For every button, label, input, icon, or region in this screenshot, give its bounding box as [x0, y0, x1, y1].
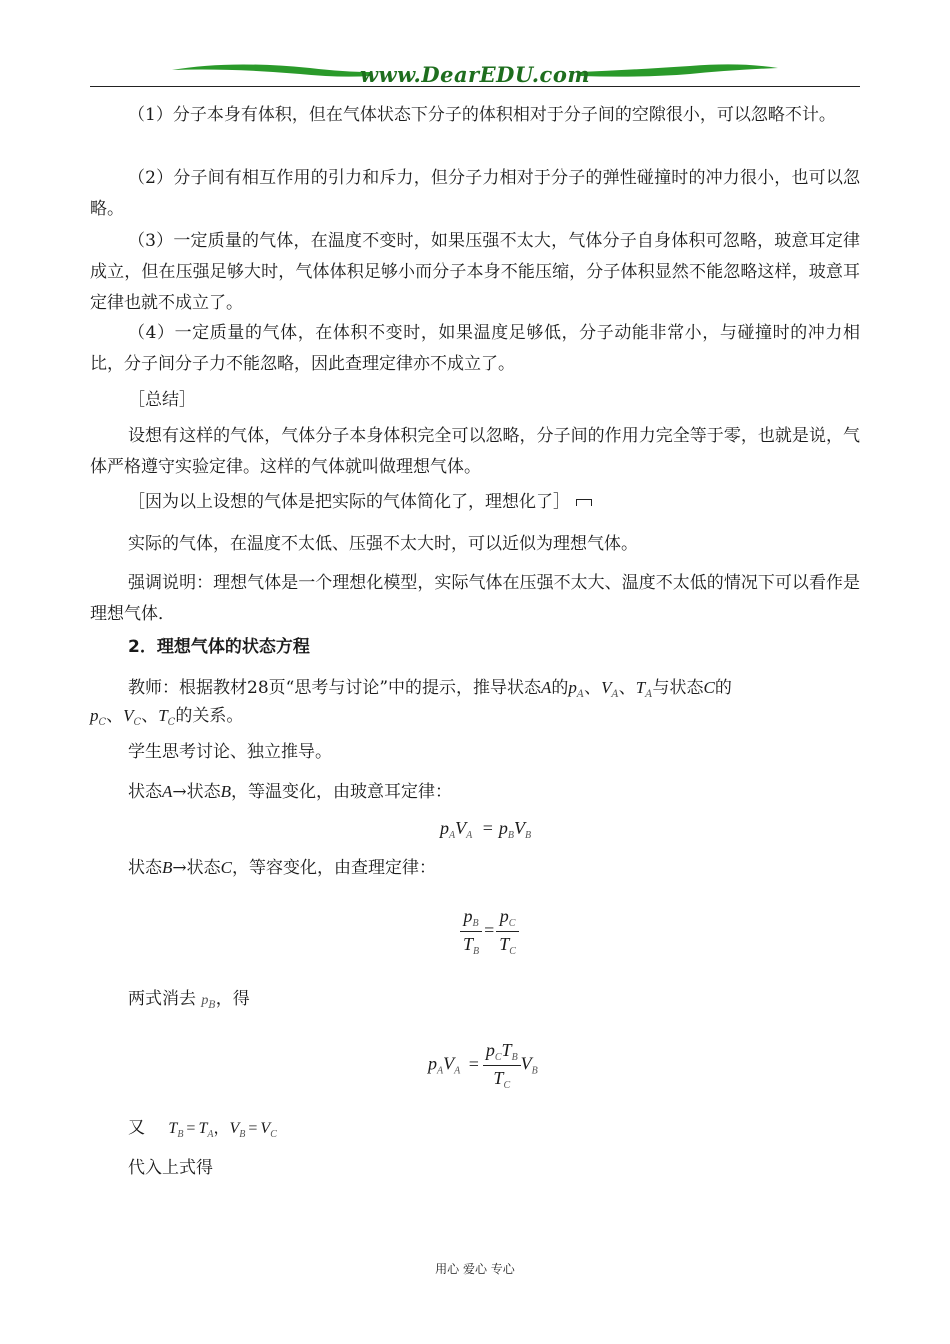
sub-C: C	[133, 717, 142, 728]
teacher-text-e: 的关系。	[175, 706, 244, 726]
eliminate-text: 两式消去	[128, 989, 196, 1009]
teacher-line-2	[90, 704, 243, 735]
sub-C: C	[167, 717, 176, 728]
eq-sub: B	[473, 946, 480, 957]
isochoric-text: ，等容变化，由查理定律：	[231, 858, 436, 878]
eliminate-line	[128, 987, 250, 1018]
site-logo	[170, 56, 780, 88]
eq-T: T	[501, 1040, 512, 1060]
eq-equals: =	[186, 1120, 196, 1137]
eq-V: V	[520, 1053, 532, 1074]
eq-V: V	[455, 818, 467, 838]
bracket-note	[128, 490, 592, 514]
eq-T: T	[463, 934, 474, 954]
bracket-mark-glyph	[576, 499, 592, 506]
state-bc-line	[128, 856, 436, 880]
symbol-V: V	[601, 678, 612, 697]
isothermal-text: ，等温变化，由玻意耳定律：	[231, 782, 453, 802]
eq-V: V	[443, 1053, 455, 1074]
eq-sub: A	[454, 1065, 461, 1077]
sub-A: A	[576, 689, 585, 700]
state-text: 状态	[128, 782, 162, 802]
eq-T: T	[493, 1068, 504, 1088]
eq-sub: B	[507, 830, 514, 841]
eq-sub: B	[524, 830, 532, 841]
logo-text: www.DearEDU.com	[359, 62, 591, 87]
fraction-pb-tb	[460, 906, 482, 957]
symbol-p: p	[90, 706, 99, 725]
eq-V: V	[513, 818, 525, 838]
eq-equals: =	[248, 1120, 258, 1137]
eq-sub: C	[503, 1080, 511, 1091]
symbol-B: B	[162, 858, 173, 877]
symbol-A: A	[541, 678, 552, 697]
substitute-line: 代入上式得	[128, 1158, 213, 1178]
eq-comma: ，	[213, 1118, 230, 1137]
sub-A: A	[611, 689, 619, 700]
eq-sub: B	[239, 1129, 246, 1140]
arrow-state-text: →状态	[172, 782, 221, 802]
symbol-T: T	[158, 706, 168, 725]
eq-equals: =	[482, 818, 493, 838]
summary-label: ［总结］	[128, 390, 196, 410]
eq-T: T	[198, 1120, 208, 1137]
eq-p: p	[485, 1040, 495, 1060]
also-text: 又	[128, 1118, 145, 1138]
eq-V: V	[229, 1120, 240, 1137]
symbol-C: C	[220, 858, 232, 877]
symbol-V: V	[123, 706, 134, 725]
eq-V: V	[260, 1120, 271, 1137]
eq-T: T	[168, 1120, 178, 1137]
teacher-line-1	[128, 676, 732, 707]
fraction-pc-tc	[496, 906, 519, 957]
sep: 、	[141, 706, 159, 726]
eq-p: p	[428, 1053, 437, 1074]
teacher-text-c: 与状态	[652, 678, 704, 698]
also-line	[128, 1116, 277, 1147]
eq-equals: =	[484, 919, 495, 940]
eq-sub: B	[531, 1065, 538, 1077]
fraction-pctb-tc	[483, 1040, 521, 1091]
bracket-note-text: ［因为以上设想的气体是把实际的气体简化了，理想化了］	[128, 492, 570, 512]
equation-boyle	[440, 818, 531, 841]
symbol-B: B	[220, 782, 232, 801]
eq-sub: A	[449, 830, 456, 841]
eq-sub: A	[466, 830, 473, 841]
header-divider	[90, 86, 860, 87]
eq-p: p	[498, 818, 508, 838]
paragraph-5: 设想有这样的气体，气体分子本身体积完全可以忽略，分子间的作用力完全等于零，也就是说，气体严格遵守实验定律。这样的气体就叫做理想气体。	[90, 426, 860, 477]
eq-sub: B	[177, 1129, 184, 1140]
paragraph-4: （4）一定质量的气体，在体积不变时，如果温度足够低，分子动能非常小，与碰撞时的冲力相比，分子间分子力不能忽略，因此查理定律亦不成立了。	[90, 323, 860, 374]
sep: 、	[618, 678, 636, 698]
eq-sub: C	[509, 946, 516, 957]
page-footer: 用心 爱心 专心	[435, 1262, 515, 1276]
paragraph-7: 实际的气体，在温度不太低、压强不太大时，可以近似为理想气体。	[128, 534, 638, 554]
equation-charles	[460, 906, 519, 957]
paragraph-2: （2）分子间有相互作用的引力和斥力，但分子力相对于分子的弹性碰撞时的冲力很小，也可以忽略。	[90, 168, 860, 219]
eq-sub: B	[511, 1052, 518, 1063]
symbol-T: T	[635, 678, 646, 697]
eq-p: p	[499, 906, 509, 926]
symbol-C: C	[703, 678, 715, 697]
sub-B: B	[208, 1000, 216, 1011]
eq-sub: A	[437, 1065, 444, 1077]
sep: 、	[106, 706, 124, 726]
eliminate-get-text: ，得	[215, 989, 250, 1009]
teacher-text-a: 教师：根据教材28页“思考与讨论”中的提示，推导状态	[128, 678, 542, 698]
teacher-text-b: 的	[551, 678, 569, 698]
section-heading: 2．理想气体的状态方程	[128, 637, 310, 657]
symbol-A: A	[162, 782, 173, 801]
sub-A: A	[645, 689, 653, 700]
student-line: 学生思考讨论、独立推导。	[128, 742, 332, 762]
eq-sub: C	[508, 918, 516, 929]
sub-C: C	[98, 717, 107, 728]
arrow-state-text: →状态	[172, 858, 221, 878]
teacher-text-d: 的	[714, 678, 732, 698]
state-text: 状态	[128, 858, 162, 878]
state-ab-line	[128, 780, 452, 804]
eq-p: p	[440, 818, 449, 838]
paragraph-3: （3）一定质量的气体，在温度不变时，如果压强不太大，气体分子自身体积可忽略，玻意耳定律成立，但在压强足够大时，气体体积足够小而分子本身不能压缩，分子体积显然不能忽略这样，玻意耳定律也就不成立了。	[90, 231, 860, 313]
equation-substitution	[168, 1118, 277, 1140]
paragraph-8: 强调说明：理想气体是一个理想化模型，实际气体在压强不太大、温度不太低的情况下可以看作是理想气体．	[90, 573, 860, 624]
eq-equals: =	[468, 1053, 479, 1074]
sep: 、	[584, 678, 602, 698]
eq-sub: B	[472, 918, 479, 929]
eq-T: T	[499, 934, 510, 954]
eq-sub: A	[207, 1129, 214, 1140]
equation-combined	[428, 1040, 538, 1091]
symbol-p: p	[568, 678, 577, 697]
eq-sub: C	[270, 1129, 277, 1140]
symbol-p: p	[201, 993, 209, 1008]
eq-sub: C	[494, 1052, 502, 1063]
paragraph-1: （1）分子本身有体积，但在气体状态下分子的体积相对于分子间的空隙很小，可以忽略不计。	[128, 105, 836, 125]
eq-p: p	[463, 906, 473, 926]
